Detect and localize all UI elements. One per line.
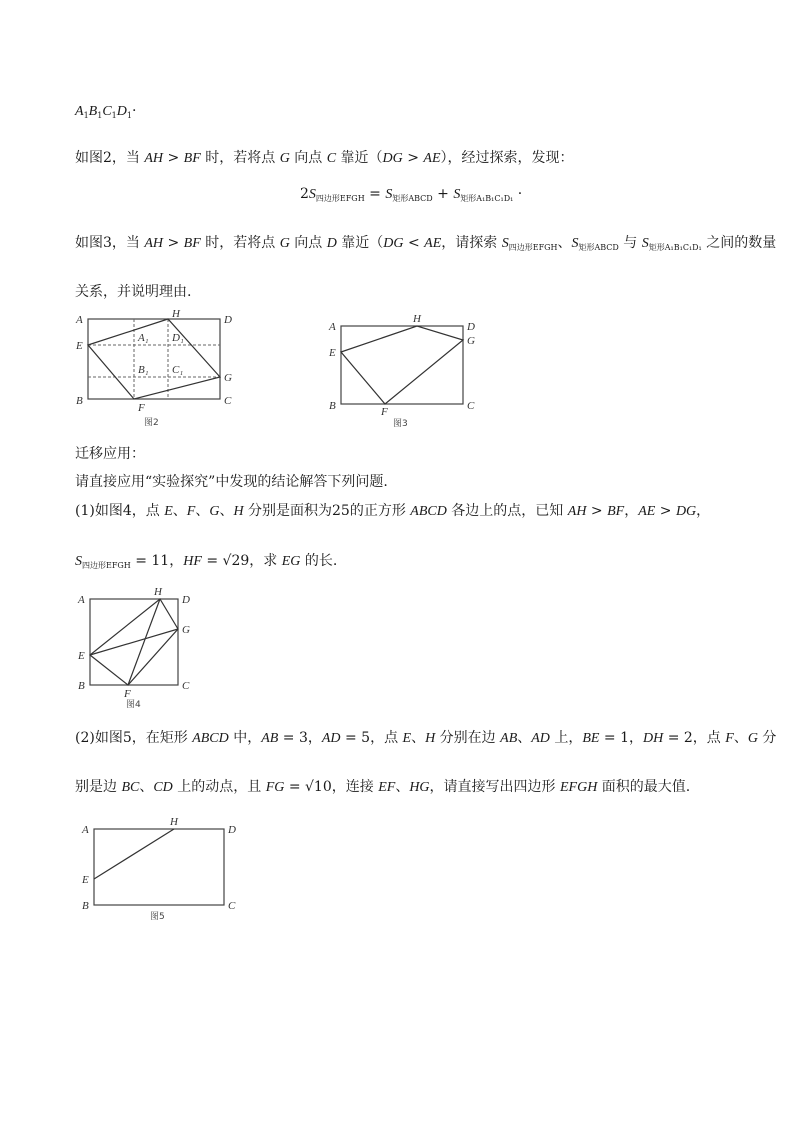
fig4-caption: 图4 (126, 700, 141, 710)
svg-text:G: G (224, 372, 232, 384)
fig3-question-line2: 关系，并说明理由. (75, 284, 192, 300)
fig2-caption: 图2 (144, 418, 159, 428)
svg-text:D: D (182, 594, 190, 606)
svg-text:G: G (467, 335, 475, 347)
svg-text:A: A (78, 594, 85, 606)
problem2-line2: 别是边 BC、CD 上的动点，且 FG = √10，连接 EF、HG，请直接写出四边形 EFGH 面积的最大值. (75, 779, 691, 795)
svg-text:D: D (224, 314, 232, 326)
svg-text:A₁: A₁ (138, 332, 149, 344)
fig2-intro: 如图2，当 AH > BF 时，若将点 G 向点 C 靠近（DG > AE），经过探索，发现： (75, 150, 574, 166)
figure-5 (78, 815, 248, 925)
fig3-question-line1: 如图3，当 AH > BF 时，若将点 G 向点 D 靠近（DG < AE，请探索 $S_{四边形EFGH}$、$S_{矩形ABCD}$ 与 $S_{矩形A_1B_1C_1D_1}$ 之间的数量 (75, 235, 777, 252)
figure-4 (72, 585, 202, 710)
svg-text:E: E (329, 347, 336, 359)
svg-text:F: F (381, 406, 388, 418)
svg-text:D: D (467, 321, 475, 333)
formula: $2S_{四边形EFGH} = S_{矩形ABCD} + S_{矩形A_1B_1C_1D_1}$ · (300, 186, 523, 203)
svg-text:D₁: D₁ (172, 332, 184, 344)
svg-text:D: D (228, 824, 236, 836)
svg-text:C: C (182, 680, 190, 692)
svg-text:B₁: B₁ (138, 364, 149, 376)
figure-2 (72, 305, 242, 430)
svg-text:H: H (154, 586, 162, 598)
svg-text:F: F (138, 402, 145, 414)
section-title: 迁移应用： (75, 446, 145, 462)
svg-text:H: H (172, 308, 180, 320)
problem2-line1: (2)如图5，在矩形 ABCD 中，AB = 3，AD = 5，点 E、H 分别在边 AB、AD 上，BE = 1，DH = 2，点 F、G 分 (75, 730, 777, 746)
svg-text:C: C (228, 900, 236, 912)
svg-text:A: A (76, 314, 83, 326)
section-intro: 请直接应用“实验探究”中发现的结论解答下列问题. (75, 474, 388, 490)
problem1-line2: $S_{四边形EFGH} = 11$，HF = √29，求 EG 的长. (75, 553, 338, 570)
svg-text:A: A (82, 824, 89, 836)
svg-text:E: E (78, 650, 85, 662)
svg-text:E: E (82, 874, 89, 886)
top-fragment: $A_1B_1C_1D_1\cdot$ (75, 103, 137, 120)
figure-3 (325, 310, 485, 430)
svg-text:B: B (329, 400, 336, 412)
svg-text:B: B (76, 395, 83, 407)
svg-text:A: A (329, 321, 336, 333)
svg-text:B: B (82, 900, 89, 912)
svg-text:C₁: C₁ (172, 364, 184, 376)
svg-text:B: B (78, 680, 85, 692)
svg-text:G: G (182, 624, 190, 636)
svg-text:E: E (76, 340, 83, 352)
fig5-caption: 图5 (150, 912, 165, 922)
svg-text:F: F (124, 688, 131, 700)
svg-text:C: C (224, 395, 232, 407)
fig3-caption: 图3 (393, 419, 408, 429)
svg-text:H: H (413, 313, 421, 325)
svg-text:C: C (467, 400, 475, 412)
svg-text:H: H (170, 816, 178, 828)
problem1-line1: (1)如图4，点 E、F、G、H 分别是面积为25的正方形 ABCD 各边上的点，已知 AH > BF，AE > DG， (75, 503, 711, 519)
